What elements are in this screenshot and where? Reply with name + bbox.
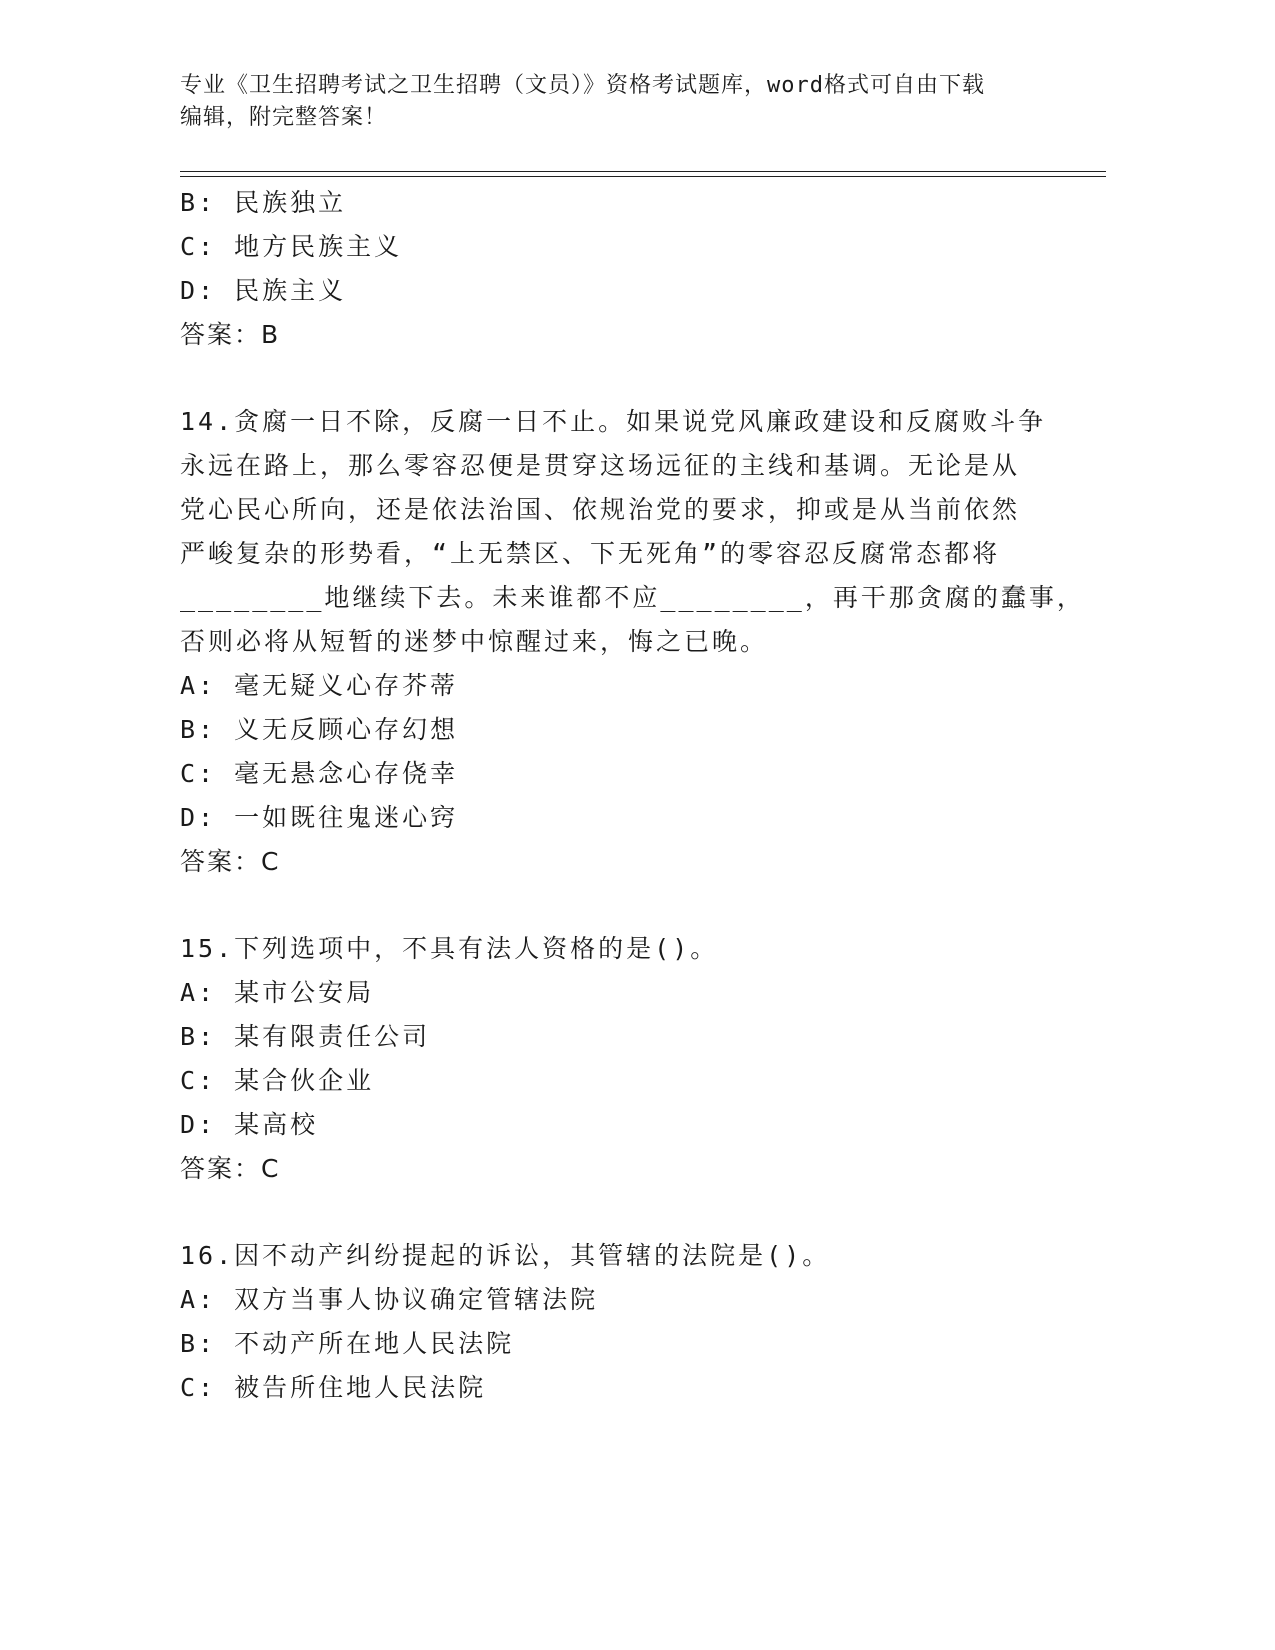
option-a: A: 毫无疑义心存芥蒂 <box>180 671 459 700</box>
question-stem-line: 否则必将从短暂的迷梦中惊醒过来，悔之已晚。 <box>180 627 769 656</box>
question-stem-line: 15.下列选项中，不具有法人资格的是()。 <box>180 934 719 963</box>
question-spacer <box>180 884 1080 927</box>
question-stem-line: 党心民心所向，还是依法治国、依规治党的要求，抑或是从当前依然 <box>180 495 1021 524</box>
page-header <box>180 70 1060 134</box>
option-b: B: 民族独立 <box>180 188 347 217</box>
question-stem-line: 永远在路上，那么零容忍便是贯穿这场远征的主线和基调。无论是从 <box>180 451 1021 480</box>
option-c: C: 被告所住地人民法院 <box>180 1373 487 1402</box>
answer-line: 答案：C <box>180 1154 281 1183</box>
question-16 <box>180 1234 1080 1410</box>
option-c: C: 毫无悬念心存侥幸 <box>180 759 459 788</box>
question-stem-line: ________地继续下去。未来谁都不应________，再干那贪腐的蠢事， <box>180 583 1085 612</box>
option-b: B: 不动产所在地人民法院 <box>180 1329 515 1358</box>
option-b: B: 某有限责任公司 <box>180 1022 431 1051</box>
option-d: D: 某高校 <box>180 1110 319 1139</box>
answer-line: 答案：B <box>180 320 281 349</box>
header-line-1: 专业《卫生招聘考试之卫生招聘（文员）》资格考试题库，word格式可自由下载 <box>180 73 985 98</box>
question-spacer <box>180 357 1080 400</box>
answer-line: 答案：C <box>180 847 281 876</box>
question-14 <box>180 400 1085 884</box>
option-c: C: 某合伙企业 <box>180 1066 375 1095</box>
question-13-continuation <box>180 181 1080 357</box>
header-line-2: 编辑，附完整答案！ <box>180 105 388 130</box>
question-stem-line: 16.因不动产纠纷提起的诉讼，其管辖的法院是()。 <box>180 1241 831 1270</box>
question-stem-line: 14.贪腐一日不除，反腐一日不止。如果说党风廉政建设和反腐败斗争 <box>180 407 1047 436</box>
option-a: A: 某市公安局 <box>180 978 375 1007</box>
option-d: D: 民族主义 <box>180 276 347 305</box>
option-c: C: 地方民族主义 <box>180 232 403 261</box>
question-list <box>180 181 1085 1410</box>
header-rule-bottom <box>180 176 1106 177</box>
question-spacer <box>180 1191 1080 1234</box>
option-d: D: 一如既往鬼迷心窍 <box>180 803 459 832</box>
option-b: B: 义无反顾心存幻想 <box>180 715 459 744</box>
question-stem-line: 严峻复杂的形势看，“上无禁区、下无死角”的零容忍反腐常态都将 <box>180 539 1001 568</box>
header-rule-top <box>180 171 1106 172</box>
question-15 <box>180 927 1080 1191</box>
option-a: A: 双方当事人协议确定管辖法院 <box>180 1285 599 1314</box>
